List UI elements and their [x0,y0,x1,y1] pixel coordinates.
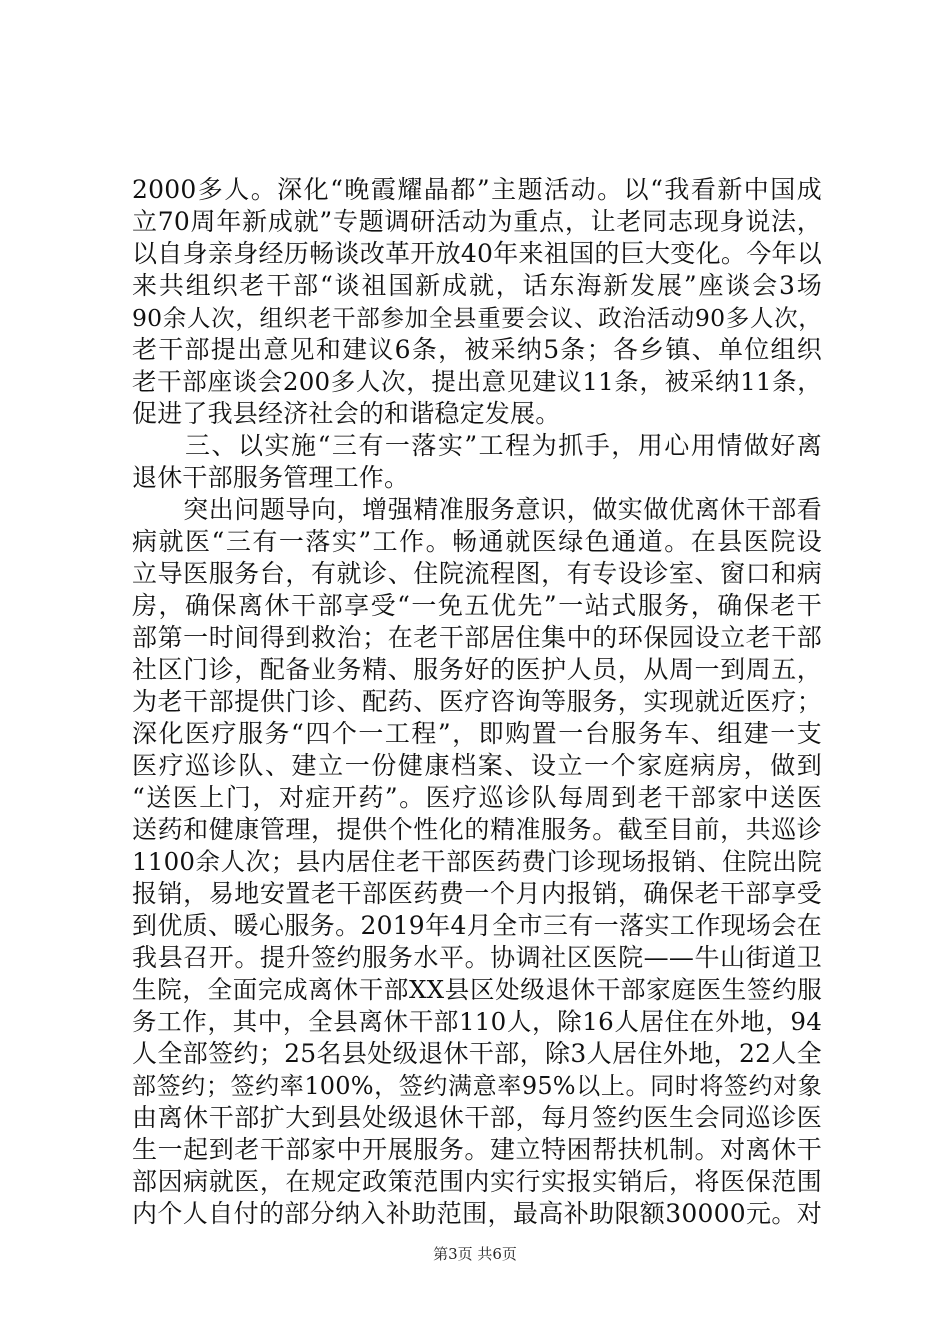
text-line: 到优质、暖心服务。2019年4月全市三有一落实工作现场会在 [132,911,822,940]
text-line: 立导医服务台，有就诊、住院流程图，有专设诊室、窗口和病 [132,559,822,588]
text-line: 由离休干部扩大到县处级退休干部，每月签约医生会同巡诊医 [132,1103,822,1132]
page-number: 第3页 共6页 [433,1245,517,1263]
text-line: 1100余人次；县内居住老干部医药费门诊现场报销、住院出院 [132,847,822,876]
text-line: 深化医疗服务“四个一工程”，即购置一台服务车、组建一支 [132,719,822,748]
text-line: 生一起到老干部家中开展服务。建立特困帮扶机制。对离休干 [132,1135,822,1164]
text-line: 我县召开。提升签约服务水平。协调社区医院——牛山街道卫 [132,943,822,972]
text-line: 送药和健康管理，提供个性化的精准服务。截至目前，共巡诊 [132,815,822,844]
text-line: 生院，全面完成离休干部XX县区处级退休干部家庭医生签约服 [132,975,822,1004]
text-line: 部签约；签约率100%，签约满意率95%以上。同时将签约对象 [132,1072,822,1100]
section-heading: 退休干部服务管理工作。 [132,463,410,492]
text-line: 90余人次，组织老干部参加全县重要会议、政治活动90多人次， [132,304,822,332]
text-line: 报销，易地安置老干部医药费一个月内报销，确保老干部享受 [132,879,822,908]
text-line: 为老干部提供门诊、配药、医疗咨询等服务，实现就近医疗； [132,687,822,716]
text-line: 立70周年新成就”专题调研活动为重点，让老同志现身说法， [132,207,822,236]
body-text [132,174,822,1230]
text-line: 促进了我县经济社会的和谐稳定发展。 [132,399,561,428]
text-line: 务工作，其中，全县离休干部110人，除16人居住在外地，94 [132,1007,822,1036]
text-line: 部第一时间得到救治；在老干部居住集中的环保园设立老干部 [132,623,822,652]
text-line: “送医上门，对症开药”。医疗巡诊队每周到老干部家中送医 [132,783,822,812]
text-line: 人全部签约；25名县处级退休干部，除3人居住外地，22人全 [132,1039,822,1068]
text-line: 突出问题导向，增强精准服务意识，做实做优离休干部看 [132,495,822,524]
text-line: 部因病就医，在规定政策范围内实行实报实销后，将医保范围 [132,1167,822,1196]
text-line: 内个人自付的部分纳入补助范围，最高补助限额30000元。对 [132,1199,822,1228]
text-line: 社区门诊，配备业务精、服务好的医护人员，从周一到周五， [132,655,822,684]
page-footer [0,1244,950,1264]
text-line: 老干部座谈会200多人次，提出意见建议11条，被采纳11条， [132,367,822,396]
text-line: 房，确保离休干部享受“一免五优先”一站式服务，确保老干 [132,591,822,620]
text-line: 2000多人。深化“晚霞耀晶都”主题活动。以“我看新中国成 [132,175,822,204]
text-line: 来共组织老干部“谈祖国新成就，话东海新发展”座谈会3场 [132,271,822,300]
text-line: 以自身亲身经历畅谈改革开放40年来祖国的巨大变化。今年以 [132,239,822,268]
text-line: 医疗巡诊队、建立一份健康档案、设立一个家庭病房，做到 [132,751,822,780]
text-line: 老干部提出意见和建议6条，被采纳5条；各乡镇、单位组织 [132,335,822,364]
section-heading: 三、以实施“三有一落实”工程为抓手，用心用情做好离 [132,431,822,460]
text-line: 病就医“三有一落实”工作。畅通就医绿色通道。在县医院设 [132,527,822,556]
